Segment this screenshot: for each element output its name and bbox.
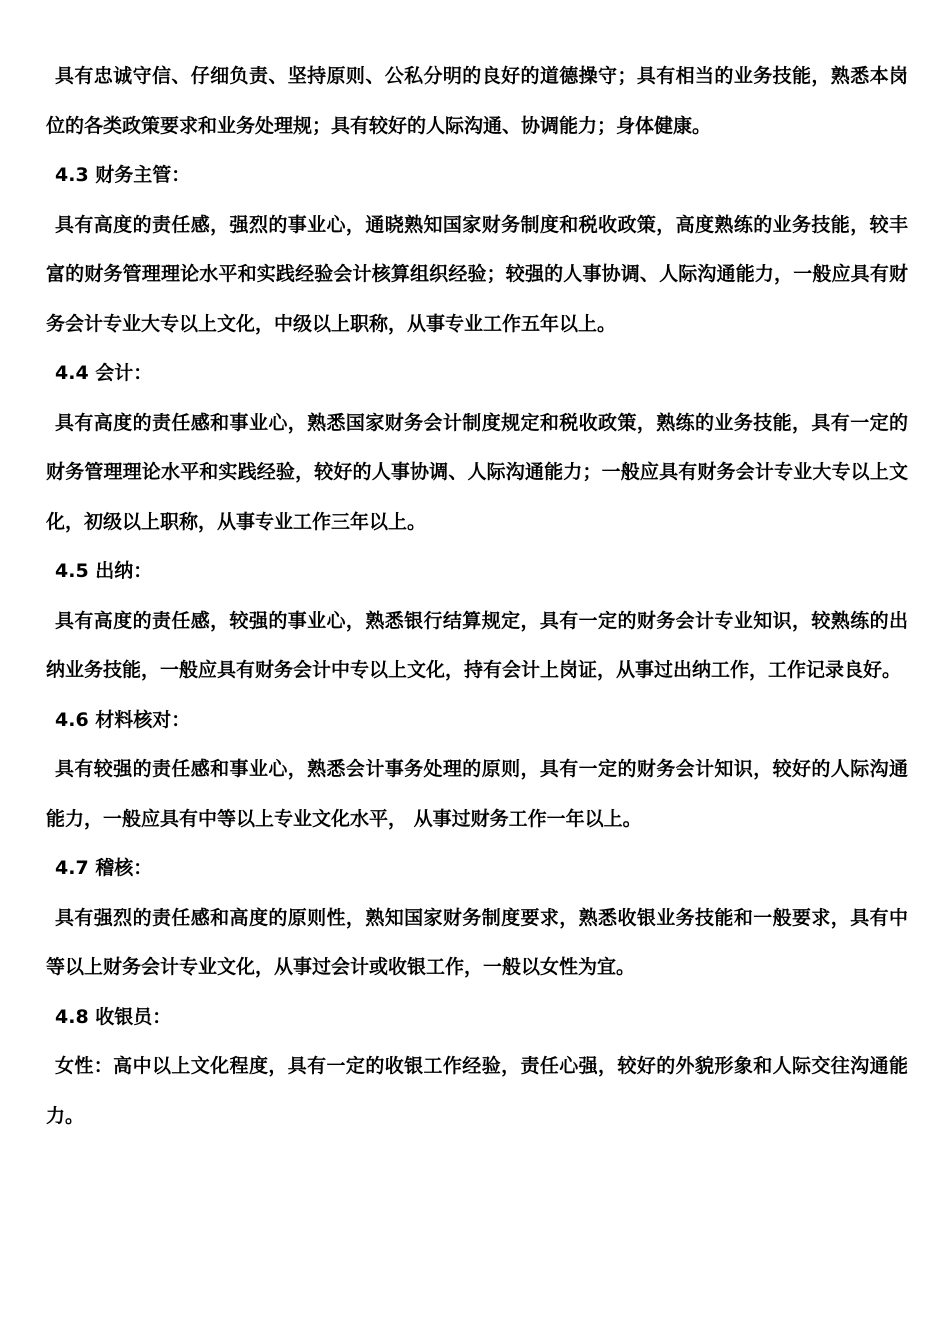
intro-paragraph: 具有忠诚守信、仔细负责、坚持原则、公私分明的良好的道德操守；具有相当的业务技能，熟悉本岗位的各类政策要求和业务处理规；具有较好的人际沟通、协调能力；身体健康。	[46, 65, 908, 137]
section-heading-4-7	[46, 844, 908, 894]
section-title: 出纳：	[95, 560, 153, 582]
section-number: 4.4	[55, 362, 89, 384]
document-page	[46, 52, 908, 1141]
section-heading-4-6	[46, 696, 908, 746]
section-heading-4-8	[46, 993, 908, 1043]
section-number: 4.6	[55, 708, 89, 731]
section-title: 材料核对：	[95, 708, 191, 731]
section-body-4-3: 具有高度的责任感，强烈的事业心，通晓熟知国家财务制度和税收政策，高度熟练的业务技能，较丰富的财务管理理论水平和实践经验会计核算组织经验；较强的人事协调、人际沟通能力，一般应具有财务会计专业大专以上文化，中级以上职称，从事专业工作五年以上。	[46, 213, 908, 335]
section-number: 4.3	[55, 164, 89, 186]
section-number: 4.8	[55, 1005, 89, 1028]
section-number: 4.5	[55, 560, 89, 582]
section-title: 稽核：	[95, 857, 153, 879]
section-body-4-6: 具有较强的责任感和事业心，熟悉会计事务处理的原则，具有一定的财务会计知识，较好的人际沟通能力，一般应具有中等以上专业文化水平， 从事过财务工作一年以上。	[46, 758, 908, 830]
section-title: 会计：	[95, 362, 153, 384]
section-heading-4-4	[46, 349, 908, 399]
section-body-4-7: 具有强烈的责任感和高度的原则性，熟知国家财务制度要求，熟悉收银业务技能和一般要求，具有中等以上财务会计专业文化，从事过会计或收银工作，一般以女性为宜。	[46, 906, 908, 978]
section-heading-4-5	[46, 547, 908, 597]
section-body-4-4: 具有高度的责任感和事业心，熟悉国家财务会计制度规定和税收政策，熟练的业务技能，具有一定的财务管理理论水平和实践经验，较好的人事协调、人际沟通能力；一般应具有财务会计专业大专以上文化，初级以上职称，从事专业工作三年以上。	[46, 411, 908, 533]
section-number: 4.7	[55, 857, 89, 879]
section-title: 收银员：	[95, 1005, 172, 1028]
section-body-4-8: 女性：高中以上文化程度，具有一定的收银工作经验，责任心强，较好的外貌形象和人际交往沟通能力。	[46, 1055, 908, 1127]
section-title: 财务主管：	[95, 164, 191, 186]
section-heading-4-3	[46, 151, 908, 201]
section-body-4-5: 具有高度的责任感，较强的事业心，熟悉银行结算规定，具有一定的财务会计专业知识，较熟练的出纳业务技能，一般应具有财务会计中专以上文化，持有会计上岗证，从事过出纳工作，工作记录良好。	[46, 609, 908, 681]
